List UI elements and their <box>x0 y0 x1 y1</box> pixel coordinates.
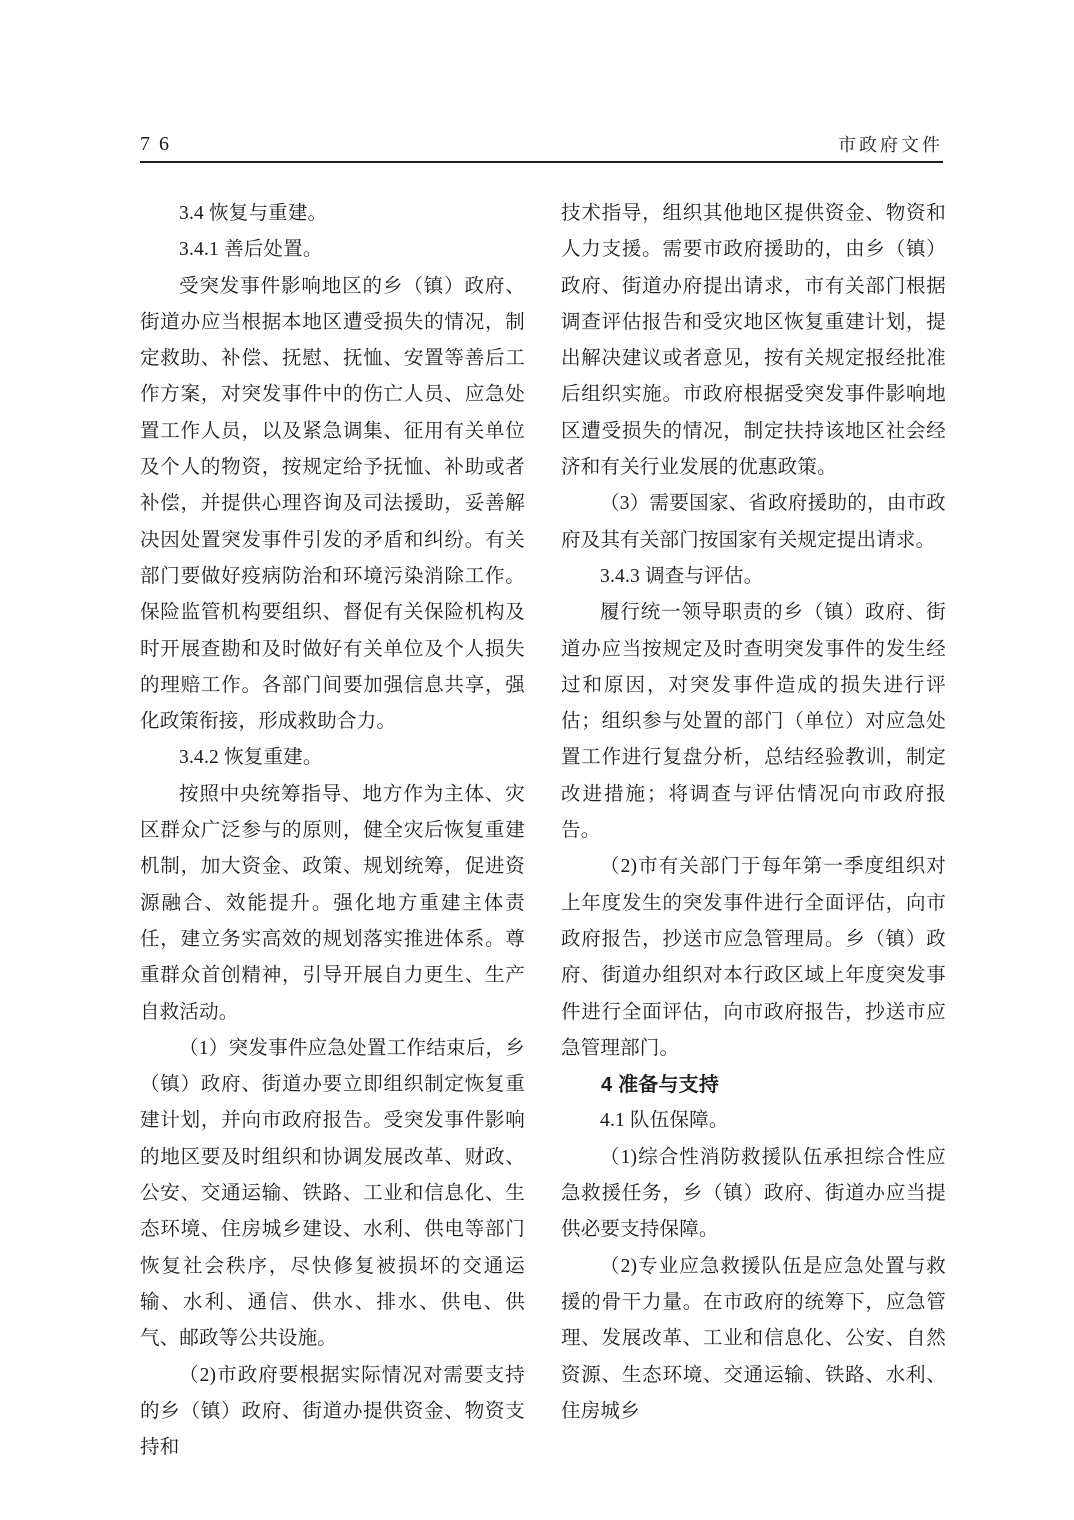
section-heading: 3.4.2 恢复重建。 <box>179 747 323 769</box>
section-heading: 3.4.1 善后处置。 <box>179 239 323 261</box>
paragraph: （2)市政府要根据实际情况对需要支持的乡（镇）政府、街道办提供资金、物资支持和 <box>140 1364 525 1459</box>
section-heading: 3.4.3 调查与评估。 <box>600 565 764 587</box>
page-header <box>140 134 943 163</box>
paragraph: （1）突发事件应急处置工作结束后，乡（镇）政府、街道办要立即组织制定恢复重建计划，并向市政府报告。受突发事件影响的地区要及时组织和协调发展改革、财政、公安、交通运输、铁路、工业和信息化、生态环境、住房城乡建设、水利、供电等部门恢复社会秩序，尽快修复被损坏的交通运输、水利、通信、供水、排水、供电、供气、邮政等公共设施。 <box>140 1037 525 1350</box>
document-body <box>140 196 946 1466</box>
section-heading: 4 准备与支持 <box>601 1074 720 1097</box>
section-heading: 3.4 恢复与重建。 <box>179 203 328 224</box>
paragraph: （3）需要国家、省政府援助的，由市政府及其有关部门按国家有关规定提出请求。 <box>561 493 946 551</box>
paragraph: 技术指导，组织其他地区提供资金、物资和人力支援。需要市政府援助的，由乡（镇）政府、街道办府提出请求，市有关部门根据调查评估报告和受灾地区恢复重建计划，提出解决建议或者意见，按有关规定报经批准后组织实施。市政府根据受突发事件影响地区遭受损失的情况，制定扶持该地区社会经济和有关行业发展的优惠政策。 <box>561 203 946 479</box>
page-number: 7 6 <box>140 133 171 155</box>
document-category-label: 市政府文件 <box>838 135 943 155</box>
text-column-right <box>561 196 946 1466</box>
paragraph: （2)专业应急救援队伍是应急处置与救援的骨干力量。在市政府的统筹下，应急管理、发展改革、工业和信息化、公安、自然资源、生态环境、交通运输、铁路、水利、住房城乡 <box>561 1255 946 1422</box>
paragraph: （1)综合性消防救援队伍承担综合性应急救援任务，乡（镇）政府、街道办应当提供必要支持保障。 <box>561 1146 946 1241</box>
text-column-left <box>140 196 525 1466</box>
paragraph: 履行统一领导职责的乡（镇）政府、街道办应当按规定及时查明突发事件的发生经过和原因，对突发事件造成的损失进行评估；组织参与处置的部门（单位）对应急处置工作进行复盘分析，总结经验教训，制定改进措施；将调查与评估情况向市政府报告。 <box>561 602 946 842</box>
paragraph: （2)市有关部门于每年第一季度组织对上年度发生的突发事件进行全面评估，向市政府报告，抄送市应急管理局。乡（镇）政府、街道办组织对本行政区域上年度突发事件进行全面评估，向市政府报告，抄送市应急管理部门。 <box>561 856 946 1059</box>
paragraph: 受突发事件影响地区的乡（镇）政府、街道办应当根据本地区遭受损失的情况，制定救助、补偿、抚慰、抚恤、安置等善后工作方案，对突发事件中的伤亡人员、应急处置工作人员，以及紧急调集、征用有关单位及个人的物资，按规定给予抚恤、补助或者补偿，并提供心理咨询及司法援助，妥善解决因处置突发事件引发的矛盾和纠纷。有关部门要做好疫病防治和环境污染消除工作。保险监管机构要组织、督促有关保险机构及时开展查勘和及时做好有关单位及个人损失的理赔工作。各部门间要加强信息共享，强化政策衔接，形成救助合力。 <box>140 275 525 733</box>
section-heading: 4.1 队伍保障。 <box>600 1110 729 1132</box>
paragraph: 按照中央统筹指导、地方作为主体、灾区群众广泛参与的原则，健全灾后恢复重建机制，加大资金、政策、规划统筹，促进资源融合、效能提升。强化地方重建主体责任，建立务实高效的规划落实推进体系。尊重群众首创精神，引导开展自力更生、生产自救活动。 <box>140 783 525 1023</box>
